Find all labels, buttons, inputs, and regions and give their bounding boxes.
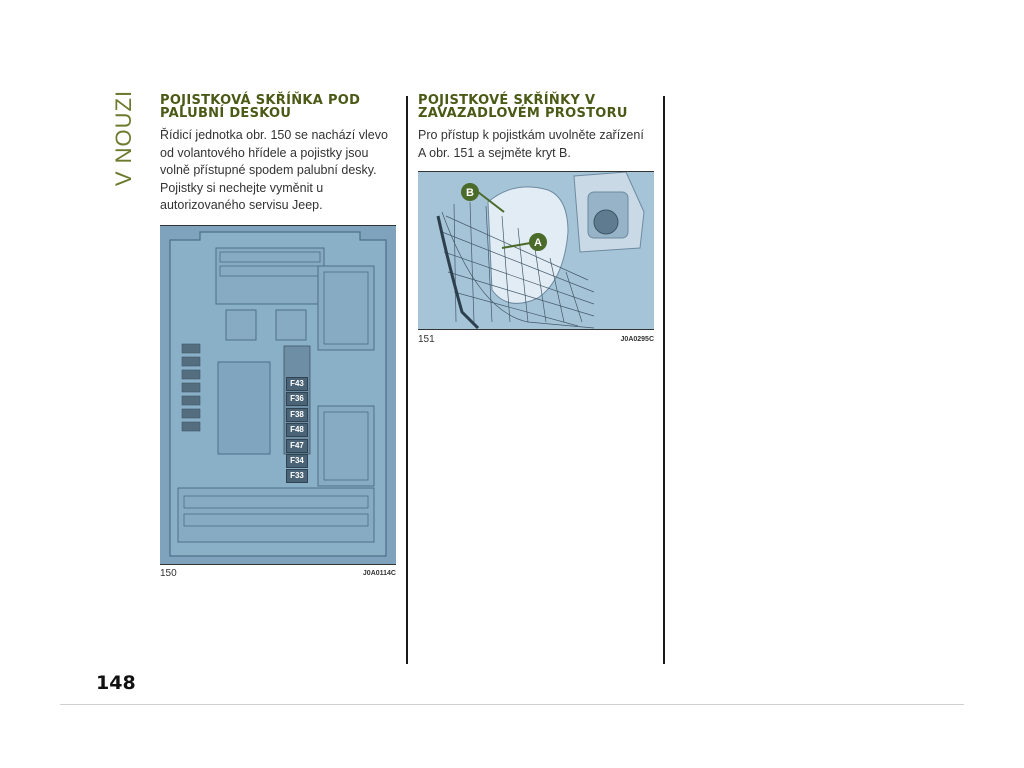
column-divider xyxy=(406,96,408,664)
figure-caption xyxy=(160,565,396,583)
callout-b-label: B xyxy=(466,187,474,200)
column-right xyxy=(418,94,654,348)
fuse-label: F34 xyxy=(286,454,308,468)
section-tab-label: V NOUZI xyxy=(111,89,137,187)
figure-number: 150 xyxy=(160,568,177,580)
figure-caption xyxy=(418,330,654,348)
fuse-label: F47 xyxy=(286,439,308,453)
fuse-label-list xyxy=(286,377,308,485)
section-heading: POJISTKOVÁ SKŘÍŇKA POD PALUBNÍ DESKOU xyxy=(160,93,361,121)
fuse-label: F48 xyxy=(286,423,308,437)
fuse-label: F38 xyxy=(286,408,308,422)
section-heading: POJISTKOVÉ SKŘÍŇKY V ZAVAZADLOVÉM PROSTORU xyxy=(418,93,628,121)
figure-number: 151 xyxy=(418,333,435,345)
footer-divider xyxy=(60,704,964,705)
fuse-label: F36 xyxy=(286,392,308,406)
body-paragraph: Pojistky si nechejte vyměnit u autorizovaného servisu Jeep. xyxy=(160,180,324,213)
trunk-fuse-illustration xyxy=(418,172,654,329)
column-divider xyxy=(663,96,665,664)
figure-code: J0A0114C xyxy=(362,570,396,578)
body-paragraph: Řídicí jednotka obr. 150 se nachází vlevo od volantového hřídele a pojistky jsou volně přístupné spodem palubní desky. xyxy=(160,128,388,178)
figure-151 xyxy=(418,172,654,329)
page-number: 148 xyxy=(96,672,136,694)
callout-a-label: A xyxy=(534,237,542,250)
figure-code: J0A0295C xyxy=(620,335,654,343)
fuse-label: F33 xyxy=(286,469,308,483)
figure-150 xyxy=(160,226,396,564)
column-left xyxy=(160,94,396,583)
fuse-box-illustration xyxy=(160,226,396,564)
body-paragraph: Pro přístup k pojistkám uvolněte zařízení A obr. 151 a sejměte kryt B. xyxy=(418,128,644,160)
section-tab xyxy=(108,89,140,187)
fuse-label: F43 xyxy=(286,377,308,391)
